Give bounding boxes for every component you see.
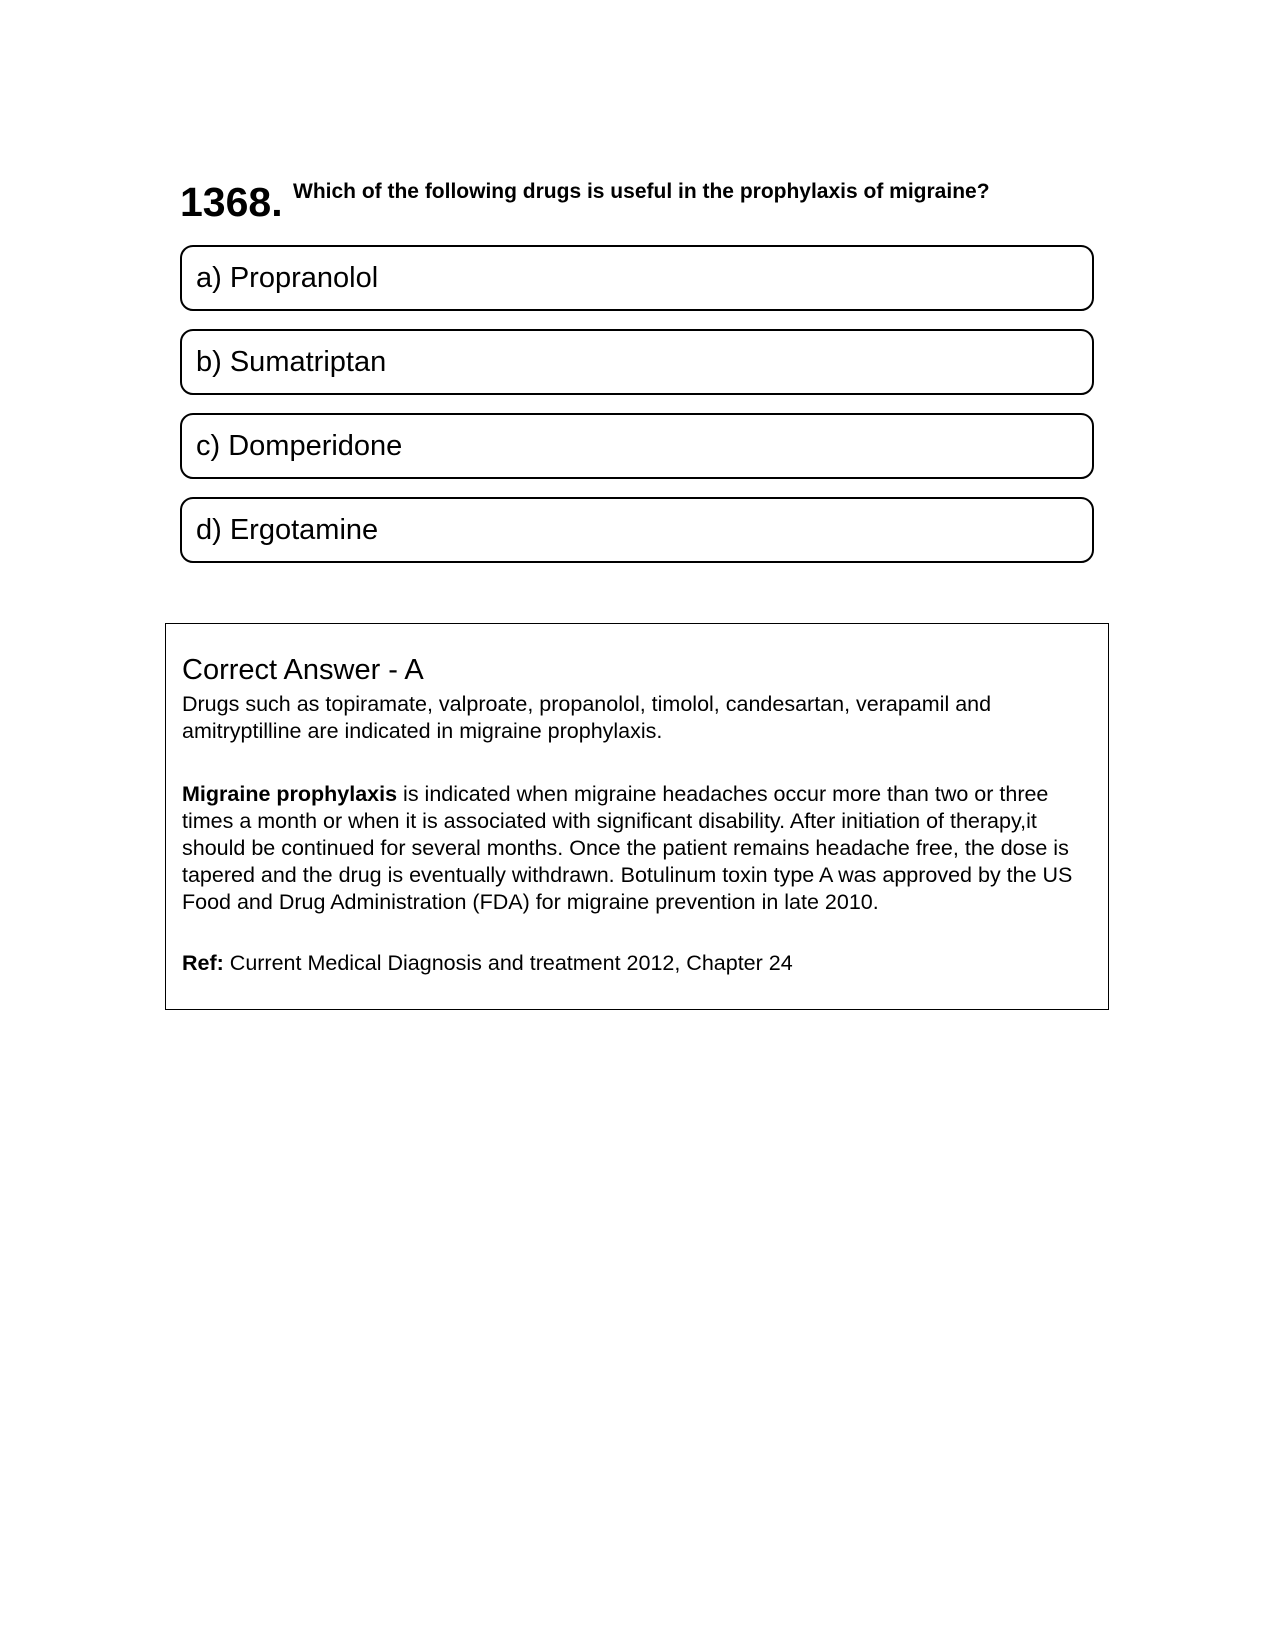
- question-header: [180, 176, 1080, 224]
- reference-text: Current Medical Diagnosis and treatment 2012, Chapter 24: [223, 951, 793, 975]
- reference: [182, 950, 1082, 977]
- answer-explanation-box: [165, 623, 1109, 1010]
- answer-paragraph-2-bold: Migraine prophylaxis: [182, 782, 398, 806]
- option-b[interactable]: [180, 329, 1094, 395]
- option-c-label: c) Domperidone: [196, 430, 403, 462]
- answer-paragraph-2-text: is indicated when migraine headaches occur more than two or three times a month or when it is associated with significant disability. After initiation of therapy,it should be continued for several months. Once the patient remains headache free, the dose is tapered and the drug is eventually withdrawn. Botulinum toxin type A was approved by the US Food and Drug Administration (FDA) for migraine prevention in late 2010.: [182, 782, 1073, 914]
- answer-paragraph-2: [182, 781, 1092, 916]
- option-c[interactable]: [180, 413, 1094, 479]
- answer-paragraph-1: Drugs such as topiramate, valproate, propanolol, timolol, candesartan, verapamil and amitryptilline are indicated in migraine prophylaxis.: [182, 692, 992, 743]
- option-a-label: a) Propranolol: [196, 262, 379, 294]
- option-d-label: d) Ergotamine: [196, 514, 379, 546]
- question-text: Which of the following drugs is useful in the prophylaxis of migraine?: [293, 180, 990, 203]
- option-a[interactable]: [180, 245, 1094, 311]
- option-d[interactable]: [180, 497, 1094, 563]
- question-number: 1368.: [180, 179, 283, 225]
- reference-label: Ref:: [182, 951, 224, 975]
- option-b-label: b) Sumatriptan: [196, 346, 387, 378]
- correct-answer-title: Correct Answer - A: [182, 654, 424, 686]
